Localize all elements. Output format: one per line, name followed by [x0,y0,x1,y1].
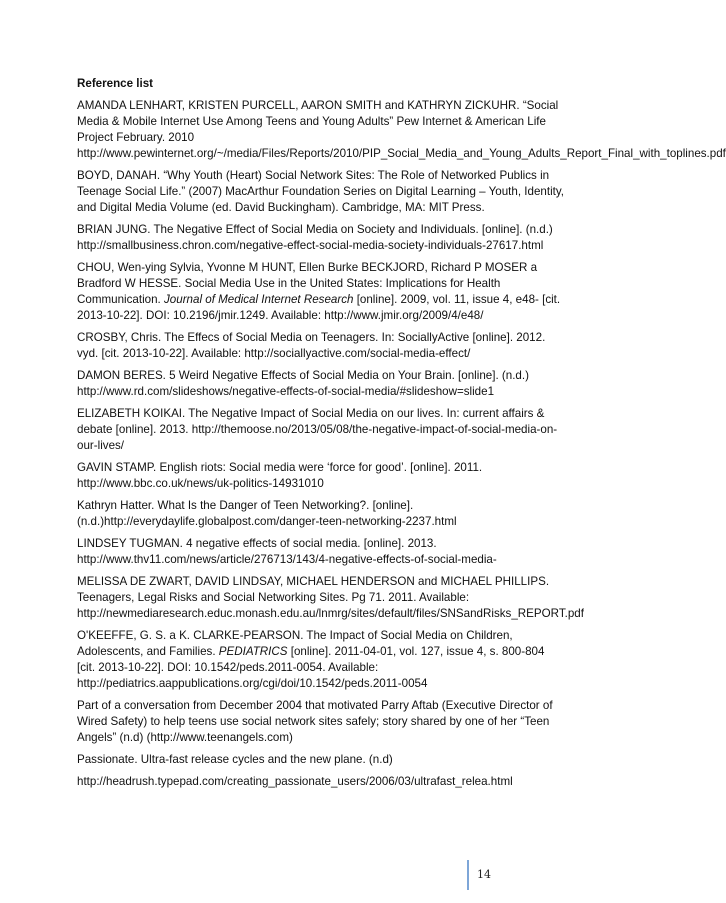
reference-text: Kathryn Hatter. What Is the Danger of Teen Networking?. [online]. (n.d.)http://everydaylife.globalpost.com/danger-teen-networking-2237.html [77,499,457,528]
reference-text: CROSBY, Chris. The Effecs of Social Media on Teenagers. In: SociallyActive [online]. 2012. vyd. [cit. 2013-10-22]. Available: http://sociallyactive.com/social-media-effect/ [77,331,546,360]
reference-entry [77,222,565,254]
reference-italic-title: Journal of Medical Internet Research [164,293,354,306]
reference-text: Part of a conversation from December 2004 that motivated Parry Aftab (Executive Director of Wired Safety) to help teens use social network sites safely; story shared by one of her “Teen Angels” (n.d) (http://www.teenangels.com) [77,699,553,744]
reference-text: O'KEEFFE, G. S. a K. CLARKE-PEARSON. The Impact of Social Media on Children, Adolescents, and Families. [77,629,513,658]
reference-entry [77,460,565,492]
section-heading: Reference list [77,77,154,90]
reference-entry [77,698,565,746]
reference-entry [77,330,565,362]
reference-entry [77,98,726,162]
reference-text: LINDSEY TUGMAN. 4 negative effects of social media. [online]. 2013. http://www.thv11.com/news/article/276713/143/4-negative-effects-of-social-media- [77,537,497,566]
reference-text: AMANDA LENHART, KRISTEN PURCELL, AARON SMITH and KATHRYN ZICKUHR. “Social Media & Mobile Internet Use Among Teens and Young Adults” Pew Internet & American Life Project February. 2010 http://www.pewinternet.org/~/media/Files/Reports/2010/PIP_Social_Media_and_Young_Adults_Report_Final_with_toplines.pdf [77,99,726,160]
reference-entry [77,406,565,454]
reference-text: BRIAN JUNG. The Negative Effect of Social Media on Society and Individuals. [online]. (n.d.) http://smallbusiness.chron.com/negative-effect-social-media-society-individuals-27617.html [77,223,553,252]
reference-text: [online]. 2011-04-01, vol. 127, issue 4, s. 800-804 [cit. 2013-10-22]. DOI: 10.1542/peds.2011-0054. Available: http://pediatrics.aappublications.org/cgi/doi/10.1542/peds.2011-0054 [77,645,545,690]
reference-text: BOYD, DANAH. “Why Youth (Heart) Social Network Sites: The Role of Networked Publics in Teenage Social Life.” (2007) MacArthur Foundation Series on Digital Learning – Youth, Identity, and Digital Media Volume (ed. David Buckingham). Cambridge, MA: MIT Press. [77,169,565,214]
reference-italic-title: PEDIATRICS [218,645,288,658]
reference-text: [online]. 2009, vol. 11, issue 4, e48- [cit. 2013-10-22]. DOI: 10.2196/jmir.1249. Available: http://www.jmir.org/2009/4/e48/ [77,293,561,322]
reference-text: ELIZABETH KOIKAI. The Negative Impact of Social Media on our lives. In: current affairs & debate [online]. 2013. http://themoose.no/2013/05/08/the-negative-impact-of-social-media-on-our-lives/ [77,407,558,452]
reference-text: GAVIN STAMP. English riots: Social media were ‘force for good’. [online]. 2011. http://www.bbc.co.uk/news/uk-politics-14931010 [77,461,483,490]
reference-text: http://headrush.typepad.com/creating_passionate_users/2006/03/ultrafast_relea.html [77,775,513,788]
page-number: 14 [477,868,491,881]
reference-entry [77,774,565,790]
reference-entry [77,168,565,216]
reference-list-section [77,76,726,796]
reference-entry [77,368,565,400]
page-number-rule [467,860,491,890]
reference-entry [77,536,565,568]
reference-entry [77,498,565,530]
reference-entry [77,574,584,622]
reference-text: DAMON BERES. 5 Weird Negative Effects of Social Media on Your Brain. [online]. (n.d.) http://www.rd.com/slideshows/negative-effects-of-social-media/#slideshow=slide1 [77,369,529,398]
reference-text: CHOU, Wen-ying Sylvia, Yvonne M HUNT, Ellen Burke BECKJORD, Richard P MOSER a Bradford W HESSE. Social Media Use in the United States: Implications for Health Communication. [77,261,538,306]
reference-entry [77,752,565,768]
reference-text: Passionate. Ultra-fast release cycles and the new plane. (n.d) [77,753,393,766]
reference-entry [77,260,565,324]
reference-entry [77,628,565,692]
reference-text: MELISSA DE ZWART, DAVID LINDSAY, MICHAEL HENDERSON and MICHAEL PHILLIPS. Teenagers, Legal Risks and Social Networking Sites. Pg 71. 2011. Available: http://newmediaresearch.educ.monash.edu.au/lnmrg/sites/default/files/SNSandRisks_REPORT.pdf [77,575,584,620]
reference-entries [77,98,726,790]
